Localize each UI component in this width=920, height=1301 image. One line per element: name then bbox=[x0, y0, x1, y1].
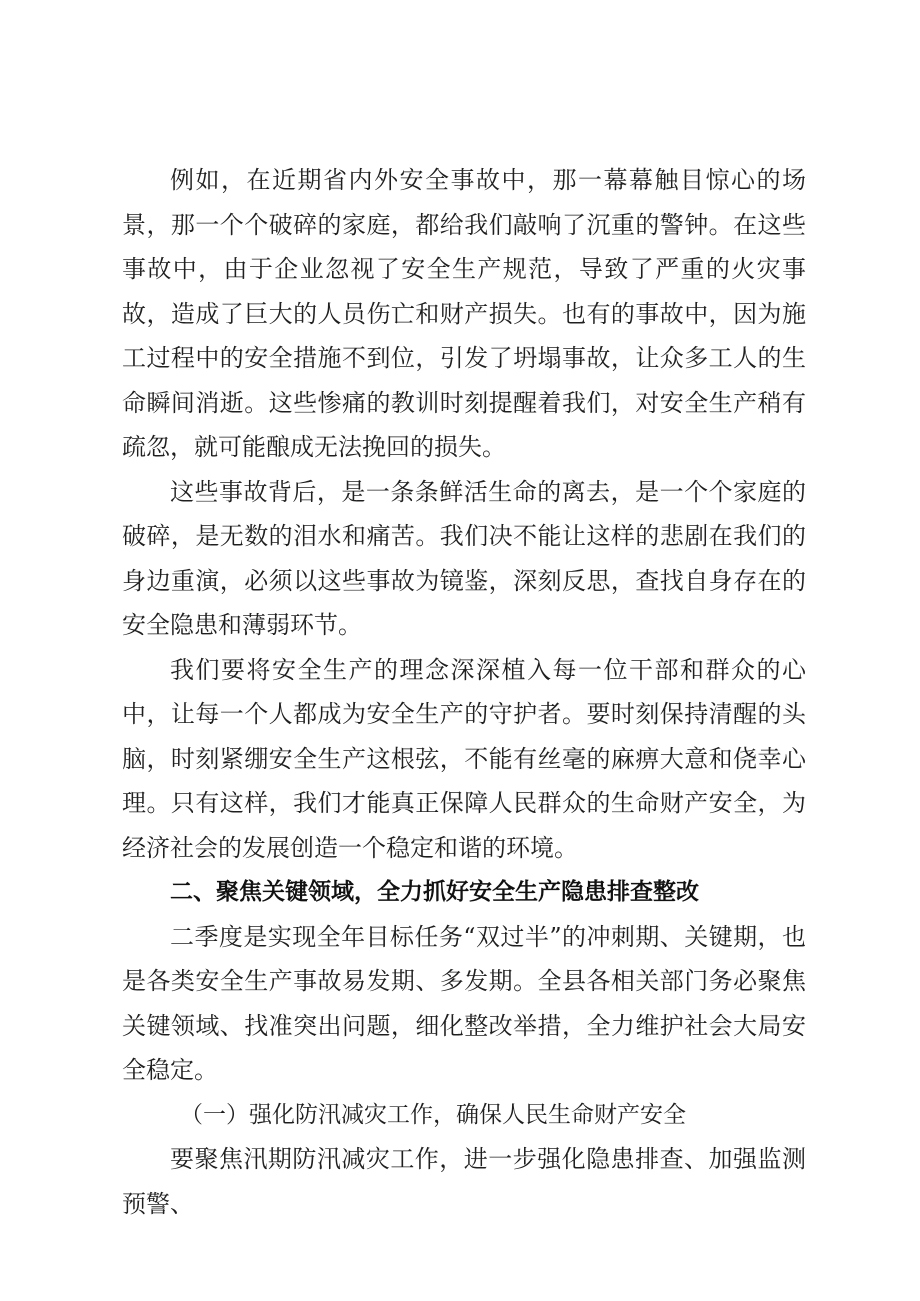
document-body bbox=[122, 158, 806, 1226]
paragraph-accident-examples: 例如，在近期省内外安全事故中，那一幕幕触目惊心的场景，那一个个破碎的家庭，都给我们敲响了沉重的警钟。在这些事故中，由于企业忽视了安全生产规范，导致了严重的火灾事故，造成了巨大的人员伤亡和财产损失。也有的事故中，因为施工过程中的安全措施不到位，引发了坍塌事故，让众多工人的生命瞬间消逝。这些惨痛的教训时刻提醒着我们，对安全生产稍有疏忽，就可能酿成无法挽回的损失。 bbox=[122, 166, 806, 461]
paragraph-flood-prevention: 要聚焦汛期防汛减灾工作，进一步强化隐患排查、加强监测预警、 bbox=[122, 1145, 806, 1218]
paragraph-safety-awareness: 我们要将安全生产的理念深深植入每一位干部和群众的心中，让每一个人都成为安全生产的守护者。要时刻保持清醒的头脑，时刻紧绷安全生产这根弦，不能有丝毫的麻痹大意和侥幸心理。只有这样，我们才能真正保障人民群众的生命财产安全，为经济社会的发展创造一个稳定和谐的环境。 bbox=[122, 655, 806, 862]
paragraph-second-quarter: 二季度是实现全年目标任务“双过半”的冲刺期、关键期，也是各类安全生产事故易发期、多发期。全县各相关部门务必聚焦关键领域、找准突出问题，细化整改举措，全力维护社会大局安全稳定。 bbox=[122, 922, 806, 1084]
paragraph-lessons: 这些事故背后，是一条条鲜活生命的离去，是一个个家庭的破碎，是无数的泪水和痛苦。我们决不能让这样的悲剧在我们的身边重演，必须以这些事故为镜鉴，深刻反思，查找自身存在的安全隐患和薄弱环节。 bbox=[122, 477, 806, 639]
subsection-heading-1: （一）强化防汛减灾工作，确保人民生命财产安全 bbox=[180, 1101, 686, 1128]
section-heading-2: 二、聚焦关键领域，全力抓好安全生产隐患排查整改 bbox=[170, 879, 699, 905]
